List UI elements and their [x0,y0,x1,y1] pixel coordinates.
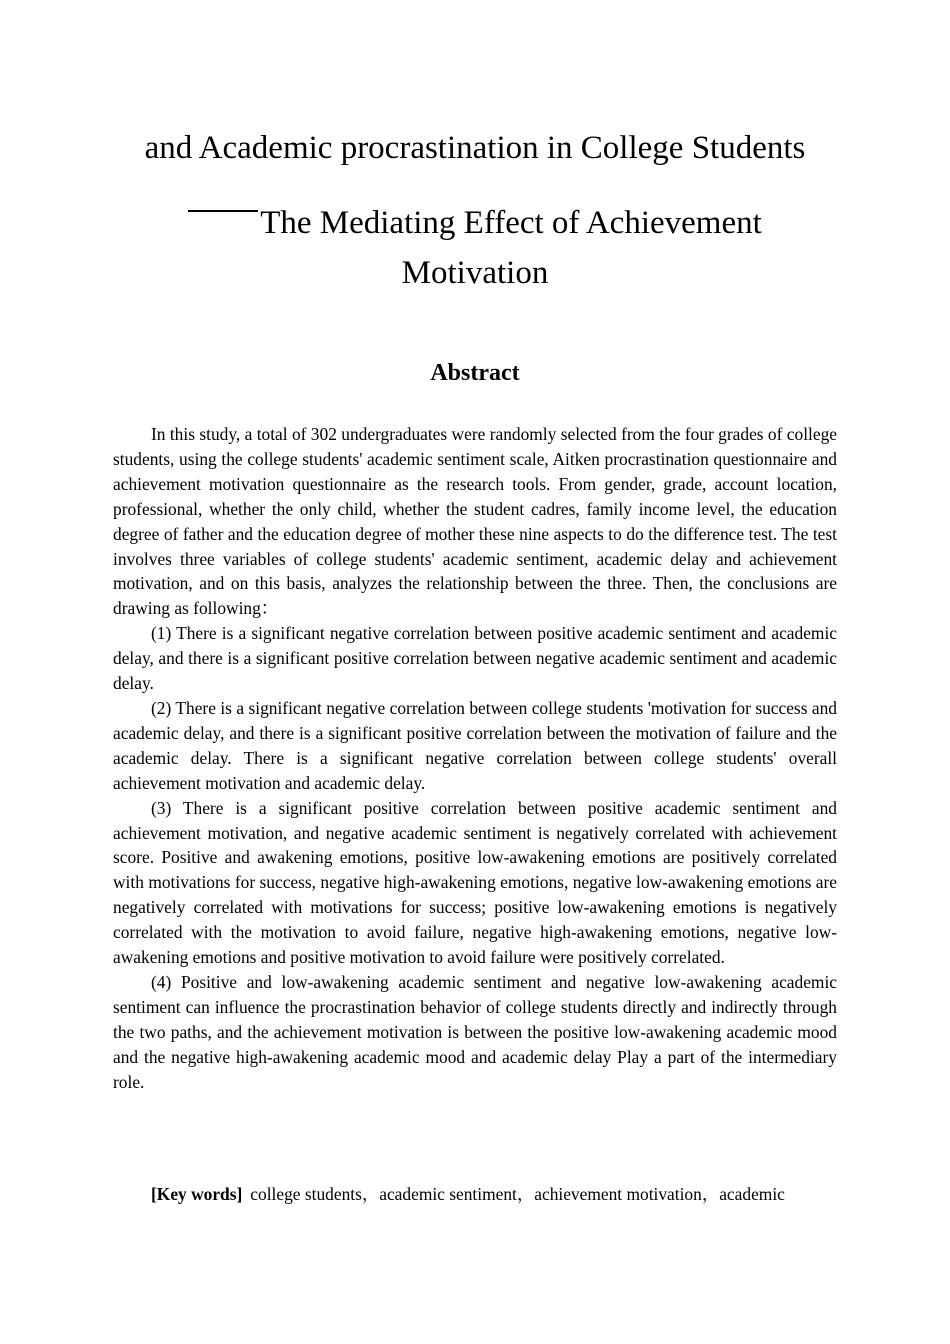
keywords-text: college students，academic sentiment，achievement motivation，academic [250,1184,785,1204]
title-line-2 [0,203,950,243]
subtitle-text: The Mediating Effect of Achievement [260,205,762,241]
abstract-paragraph: In this study, a total of 302 undergraduates were randomly selected from the four grades of college students, using the college students' academic sentiment scale, Aitken procrastination questionnaire and achievement motivation questionnaire as the research tools. From gender, grade, account location, professional, whether the only child, whether the student cadres, family income level, the education degree of father and the education degree of mother these nine aspects to do the difference test. The test involves three variables of college students' academic sentiment, academic delay and achievement motivation, and on this basis, analyzes the relationship between the three. Then, the conclusions are drawing as following： [113,424,837,619]
keywords-line [151,1182,841,1207]
abstract-paragraph: (1) There is a significant negative correlation between positive academic sentiment and academic delay, and there is a significant positive correlation between negative academic sentiment and academic delay. [113,623,837,694]
abstract-body [113,422,837,1094]
abstract-paragraph: (3) There is a significant positive correlation between positive academic sentiment and achievement motivation, and negative academic sentiment is negatively correlated with achievement score. Positive and awakening emotions, positive low-awakening emotions are positively correlated with motivations for success, negative high-awakening emotions, negative low-awakening emotions are negatively correlated with motivations for success; positive low-awakening emotions is negatively correlated with the motivation to avoid failure, negative high-awakening emotions, negative low-awakening emotions and positive motivation to avoid failure were positively correlated. [113,797,837,968]
title-line-3: Motivation [401,255,549,291]
em-dash-rule [188,210,258,212]
title-line-1: and Academic procrastination in College Students [144,130,806,166]
abstract-paragraph: (2) There is a significant negative correlation between college students 'motivation for success and academic delay, and there is a significant positive correlation between the motivation of failure and the academic delay. There is a significant negative correlation between college students' overall achievement motivation and academic delay. [113,697,837,793]
abstract-heading: Abstract [430,360,520,386]
keywords-label: [Key words] [151,1184,243,1204]
abstract-paragraph: (4) Positive and low-awakening academic sentiment and negative low-awakening academic sentiment can influence the procrastination behavior of college students directly and indirectly through the two paths, and the achievement motivation is between the positive low-awakening academic mood and the negative high-awakening academic mood and academic delay Play a part of the intermediary role. [113,971,837,1092]
